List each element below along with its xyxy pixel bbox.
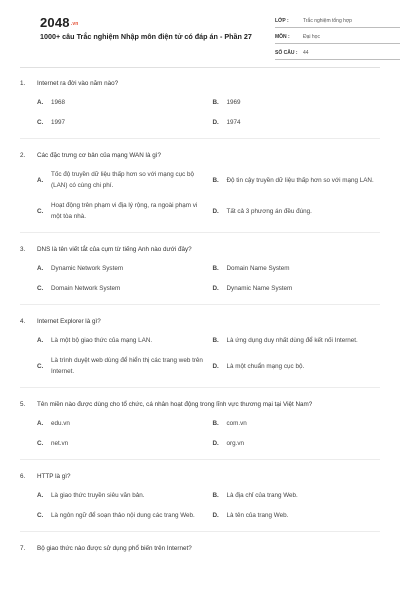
question-text: HTTP là gì? <box>37 473 71 480</box>
answer-options <box>20 335 380 377</box>
option-text: com.vn <box>226 420 247 427</box>
option-text: Tất cả 3 phương án đều đúng. <box>226 207 312 215</box>
question-divider <box>20 138 380 139</box>
answer-options <box>20 97 380 128</box>
option-text: net.vn <box>51 440 69 447</box>
question-item <box>20 471 380 521</box>
option-letter: A. <box>37 492 44 499</box>
answer-option[interactable] <box>213 355 381 377</box>
question-item <box>20 316 380 377</box>
option-text: Là trình duyệt web dùng để hiển thị các trang web trên Internet. <box>51 357 203 375</box>
option-text: Là ngôn ngữ để soạn thảo nội dung các trang Web. <box>51 512 195 519</box>
option-letter: A. <box>37 420 44 427</box>
option-letter: C. <box>37 207 44 215</box>
question-stem <box>20 78 380 89</box>
option-text: 1969 <box>226 99 241 106</box>
question-item <box>20 78 380 128</box>
answer-option[interactable] <box>213 335 381 346</box>
question-number: 7. <box>20 545 26 552</box>
answer-option[interactable] <box>213 510 381 521</box>
header-divider <box>20 67 380 68</box>
option-letter: A. <box>37 265 44 272</box>
meta-label: MÔN : <box>275 34 290 40</box>
option-letter: D. <box>212 119 219 126</box>
option-letter: D. <box>212 207 219 215</box>
option-text: Dynamic Network System <box>51 265 124 272</box>
meta-value: Trắc nghiệm tổng hợp <box>303 18 352 24</box>
option-text: 1997 <box>51 119 66 126</box>
option-letter: A. <box>37 176 44 184</box>
option-letter: B. <box>212 99 219 106</box>
option-letter: C. <box>37 362 44 370</box>
answer-options <box>20 418 380 449</box>
option-text: Là một bộ giao thức của mạng LAN. <box>51 337 153 344</box>
option-text: 1974 <box>226 119 241 126</box>
answer-option[interactable] <box>37 263 205 274</box>
question-list <box>20 78 380 554</box>
answer-option[interactable] <box>213 97 381 108</box>
option-letter: C. <box>37 440 44 447</box>
option-letter: A. <box>37 99 44 106</box>
answer-options <box>20 263 380 294</box>
answer-option[interactable] <box>37 97 205 108</box>
question-divider <box>20 232 380 233</box>
question-number: 2. <box>20 152 26 159</box>
question-text: Bộ giao thức nào được sử dụng phổ biến trên Internet? <box>37 545 192 552</box>
answer-option[interactable] <box>213 490 381 501</box>
option-text: Là tên của trang Web. <box>226 512 289 519</box>
option-text: Độ tin cậy truyền dữ liệu thấp hơn so với mạng LAN. <box>226 176 374 184</box>
option-text: Tốc độ truyền dữ liệu thấp hơn so với mạng cục bộ (LAN) có cùng chi phí. <box>51 171 195 189</box>
question-number: 4. <box>20 318 26 325</box>
meta-row-question-count <box>275 47 400 60</box>
question-divider <box>20 387 380 388</box>
meta-value: 44 <box>303 50 309 56</box>
logo-text: 2048 <box>40 15 70 30</box>
question-number: 6. <box>20 473 26 480</box>
question-number: 5. <box>20 401 26 408</box>
question-number: 1. <box>20 80 26 87</box>
option-letter: B. <box>212 176 219 184</box>
page-title: 1000+ câu Trắc nghiệm Nhập môn điện tử có đáp án - Phần 27 <box>40 32 252 41</box>
option-letter: B. <box>212 492 219 499</box>
question-stem <box>20 150 380 161</box>
answer-option[interactable] <box>213 418 381 429</box>
option-letter: B. <box>212 265 219 272</box>
meta-value: Đại học <box>303 34 320 40</box>
meta-label: LỚP : <box>275 18 289 24</box>
option-letter: A. <box>37 337 44 344</box>
answer-option[interactable] <box>37 438 205 449</box>
option-letter: C. <box>37 285 44 292</box>
question-item <box>20 399 380 449</box>
answer-option[interactable] <box>37 510 205 521</box>
option-text: Là địa chỉ của trang Web. <box>226 492 298 499</box>
question-stem <box>20 244 380 255</box>
question-text: Internet ra đời vào năm nào? <box>37 80 119 87</box>
option-letter: C. <box>37 512 44 519</box>
logo-suffix: .vn <box>70 21 79 27</box>
option-letter: B. <box>212 420 219 427</box>
option-text: Là ứng dụng duy nhất dùng để kết nối Internet. <box>226 337 358 344</box>
option-letter: C. <box>37 119 44 126</box>
question-divider <box>20 531 380 532</box>
option-letter: D. <box>212 285 219 292</box>
answer-option[interactable] <box>213 169 381 191</box>
answer-option[interactable] <box>213 283 381 294</box>
question-item <box>20 150 380 222</box>
answer-options <box>20 169 380 222</box>
meta-row-class <box>275 15 400 28</box>
question-number: 3. <box>20 246 26 253</box>
answer-option[interactable] <box>37 200 205 222</box>
answer-option[interactable] <box>37 355 205 377</box>
option-letter: B. <box>212 337 219 344</box>
question-text: Internet Explorer là gì? <box>37 318 101 325</box>
answer-option[interactable] <box>37 169 205 191</box>
option-letter: D. <box>212 362 219 370</box>
answer-option[interactable] <box>37 490 205 501</box>
answer-option[interactable] <box>213 263 381 274</box>
answer-options <box>20 490 380 521</box>
question-divider <box>20 304 380 305</box>
question-text: Các đặc trưng cơ bản của mạng WAN là gì? <box>37 152 161 159</box>
option-letter: D. <box>212 512 219 519</box>
option-text: Domain Network System <box>51 285 121 292</box>
question-text: DNS là tên viết tắt của cụm từ tiếng Anh nào dưới đây? <box>37 246 192 253</box>
meta-label: SỐ CÂU : <box>275 50 298 56</box>
answer-option[interactable] <box>213 438 381 449</box>
answer-option[interactable] <box>213 200 381 222</box>
answer-option[interactable] <box>37 335 205 346</box>
question-text: Tên miền nào được dùng cho tổ chức, cá nhân hoạt động trong lĩnh vực thương mại tại Việt Nam? <box>37 401 313 408</box>
question-stem <box>20 316 380 327</box>
answer-option[interactable] <box>37 117 205 128</box>
option-text: Hoạt động trên phạm vi địa lý rộng, ra ngoài phạm vi một tòa nhà. <box>51 202 198 220</box>
option-text: 1968 <box>51 99 66 106</box>
option-letter: D. <box>212 440 219 447</box>
question-stem <box>20 471 380 482</box>
quiz-meta-panel <box>275 15 400 63</box>
answer-option[interactable] <box>37 283 205 294</box>
question-stem <box>20 399 380 410</box>
option-text: Domain Name System <box>226 265 290 272</box>
site-logo[interactable] <box>40 15 79 30</box>
option-text: Là một chuẩn mạng cục bộ. <box>226 362 305 370</box>
question-item <box>20 244 380 294</box>
question-item <box>20 543 380 554</box>
question-stem <box>20 543 380 554</box>
question-divider <box>20 459 380 460</box>
option-text: edu.vn <box>51 420 70 427</box>
page-header <box>20 0 380 68</box>
option-text: Là giao thức truyền siêu văn bản. <box>51 492 145 499</box>
option-text: Dynamic Name System <box>226 285 293 292</box>
answer-option[interactable] <box>37 418 205 429</box>
option-text: org.vn <box>226 440 245 447</box>
meta-row-subject <box>275 31 400 44</box>
answer-option[interactable] <box>213 117 381 128</box>
